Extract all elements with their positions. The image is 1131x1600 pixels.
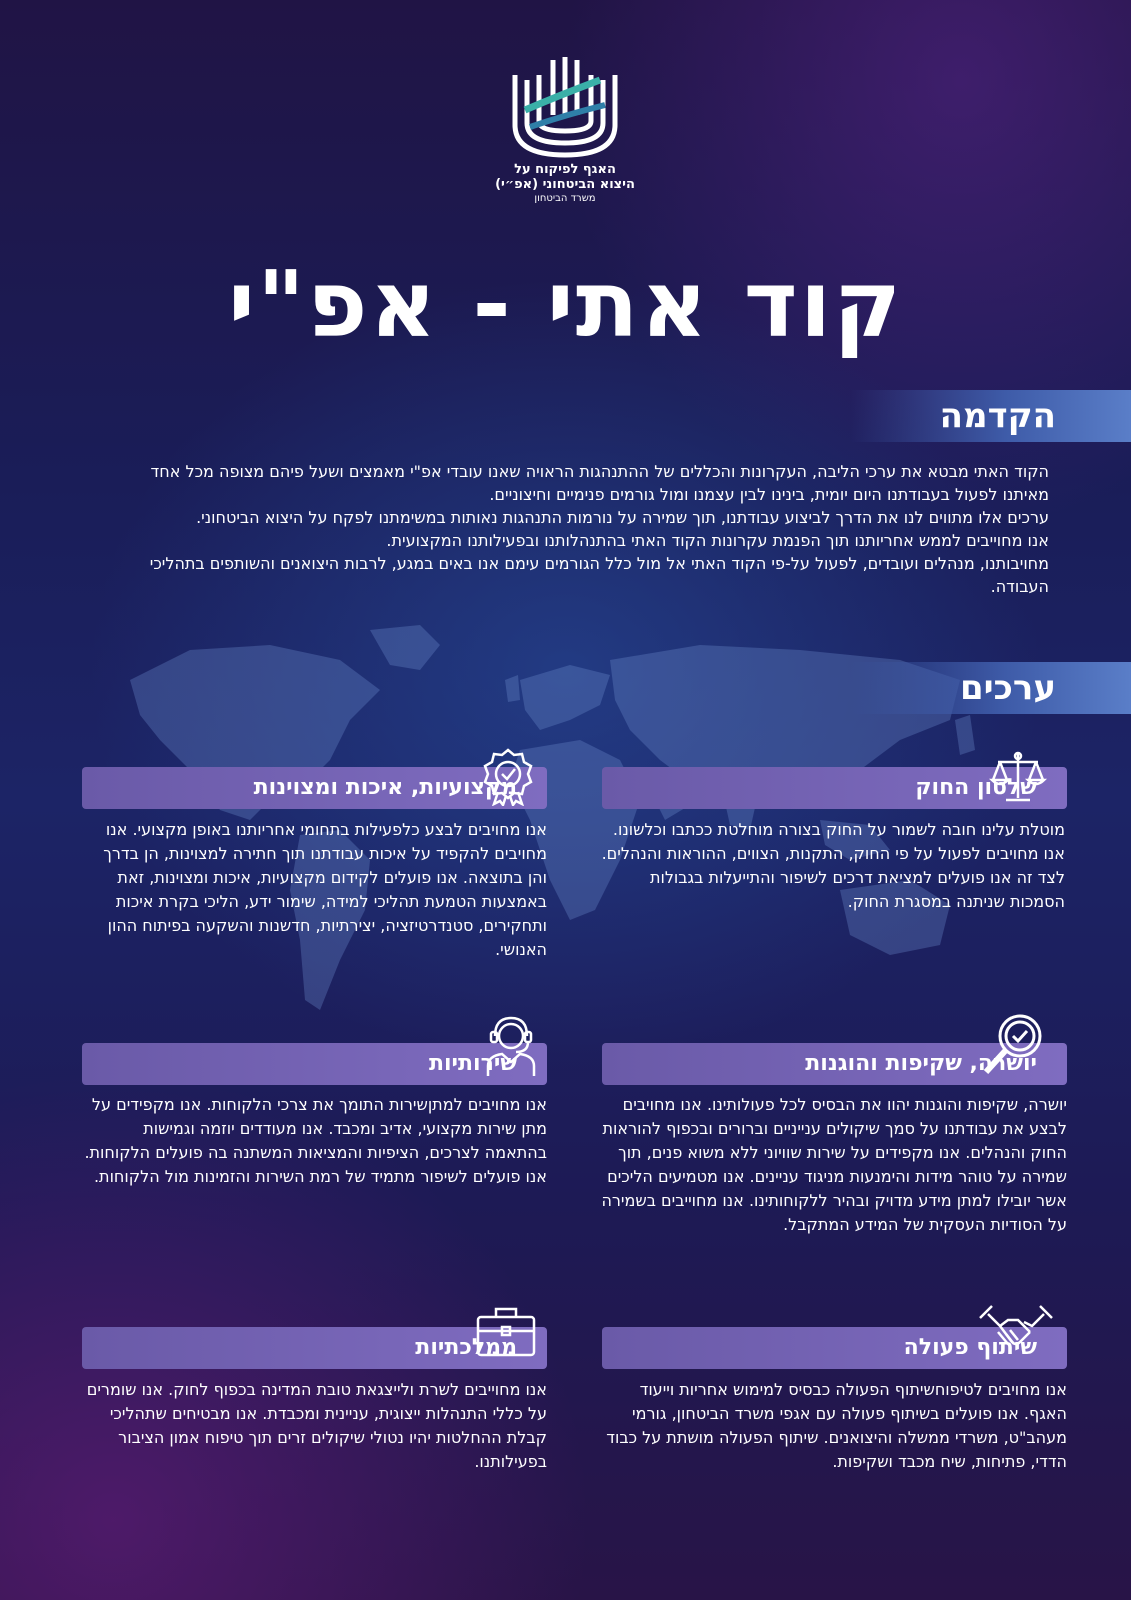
logo-line-3: משרד הביטחון [534,193,596,204]
ministry-logo [505,55,625,165]
value-body-cooperation: אנו מחויבים לטיפוחשיתוף הפעולה כבסיס למימוש אחריות וייעוד האגף. אנו פועלים בשיתוף פעולה עם אגפי משרד הביטחון, גורמי מעהב"ט, משרדי ממשלה והיצואנים. שיתוף הפעולה מושתת על כבוד הדדי, פתיחות, שיח מכבד ושקיפות. [606,1380,1067,1471]
handshake-icon [978,1300,1054,1360]
logo-line-2: היצוא הביטחוני (אפ״י) [495,177,635,192]
values-banner [851,662,1131,714]
value-body-service: אנו מחויבים למתןשירות התומך את צרכי הלקוחות. אנו מקפידים על מתן שירות מקצועי, אדיב ומכבד. אנו מעודדים יוזמה וגמישות בהתאמה לצרכים, הציפיות והמציאות המשתנה בה פועלים הלקוחות. אנו פועלים לשיפור מתמיד של רמת השירות והזמינות מול הלקוחות. [84,1095,547,1186]
page-title: קוד אתי - אפ"י [227,251,904,358]
intro-heading: הקדמה [939,396,1056,436]
headset-agent-icon [476,1010,546,1080]
intro-paragraph-2: ערכים אלו מתווים לנו את הדרך לביצוע עבודתנו, תוך שמירה על נורמות התנהגות נאותות במשימתנו לפקח על היצוא הביטחוני. [196,508,1049,527]
briefcase-icon [474,1303,538,1359]
magnifier-check-icon [978,1010,1048,1080]
values-heading: ערכים [959,668,1056,708]
value-title-cooperation: שיתוף פעולה [903,1335,1037,1360]
award-badge-icon [478,746,538,806]
logo-line-1: האגף לפיקוח על [514,162,616,177]
value-title-statesmanship: ממלכתיות [415,1335,517,1360]
value-title-service: שירותיות [428,1051,517,1076]
value-title-professionalism: מקצועיות, איכות ומצוינות [253,775,517,800]
value-title-rule-of-law: שלטון החוק [915,775,1037,800]
intro-paragraph-1: הקוד האתי מבטא את ערכי הליבה, העקרונות והכללים של ההתנהגות הראויה שאנו עובדי אפ"י מאמצים ושעל פיהם מצופה מכל אחד מאיתנו לפעול בעבודתנו היום יומית, בינינו לבין עצמנו ומול גורמים פנימיים וחיצוניים. [150,462,1049,504]
value-title-integrity: יושרה, שקיפות והוגנות [805,1051,1037,1076]
value-body-integrity: יושרה, שקיפות והוגנות יהוו את הבסיס לכל פעולותינו. אנו מחויבים לבצע את עבודתנו על סמך שיקולים ענייניים וברורים ובכפוף להוראות החוק והנהלים. אנו מקפידים על שירות שוויוני ללא משוא פנים, תוך שמירה על טוהר מידות והימנעות מניגוד עניינים. אנו מטמיעים הליכים אשר יובילו למתן מידע מדויק ובהיר ללקוחותינו. אנו מחוייבים בשמירה על הסודיות העסקית של המידע המתקבל. [601,1095,1067,1234]
value-body-rule-of-law: מוטלת עלינו חובה לשמור על החוק בצורה מוחלטת ככתבו וכלשונו. אנו מחויבים לפעול על פי החוק, התקנות, הצווים, ההוראות והנהלים. לצד זה אנו פועלים למציאת דרכים לשיפור והתייעלות בגבולות הסמכות שניתנה במסגרת החוק. [601,820,1065,911]
scales-icon [988,748,1048,808]
intro-paragraph-4: מחויבותנו, מנהלים ועובדים, לפעול על-פי הקוד האתי אל מול כלל הגורמים עימם אנו באים במגע, לרבות היצואנים והשותפים בתהליכי העבודה. [149,554,1049,596]
intro-text [100,460,1049,598]
intro-paragraph-3: אנו מחוייבים לממש אחריותנו תוך הפנמת עקרונות הקוד האתי בהתנהלותנו ובפעילותנו המקצועית. [386,531,1049,550]
value-body-statesmanship: אנו מחוייבים לשרת ולייצגאת טובת המדינה בכפוף לחוק. אנו שומרים על כללי התנהלות ייצוגית, עניינית ומכבדת. אנו מבטיחים שתהליכי קבלת ההחלטות יהיו נטולי שיקולים זרים תוך טיפוח אמון הציבור בפעילותנו. [86,1380,547,1471]
value-body-professionalism: אנו מחויבים לבצע כלפעילות בתחומי אחריותנו באופן מקצועי. אנו מחויבים להקפיד על איכות עבודתנו תוך חתירה למצוינות, הן בדרך והן בתוצאה. אנו פועלים לקידום מקצועיות, איכות ומצוינות, זאת באמצעות הטמעת תהליכי למידה, שימור ידע, הליכי בקרת איכות ותחקירים, סטנדרטיזציה, יצירתיות, חדשנות והשקעה בפיתוח ההון האנושי. [103,820,547,959]
intro-banner [851,390,1131,442]
